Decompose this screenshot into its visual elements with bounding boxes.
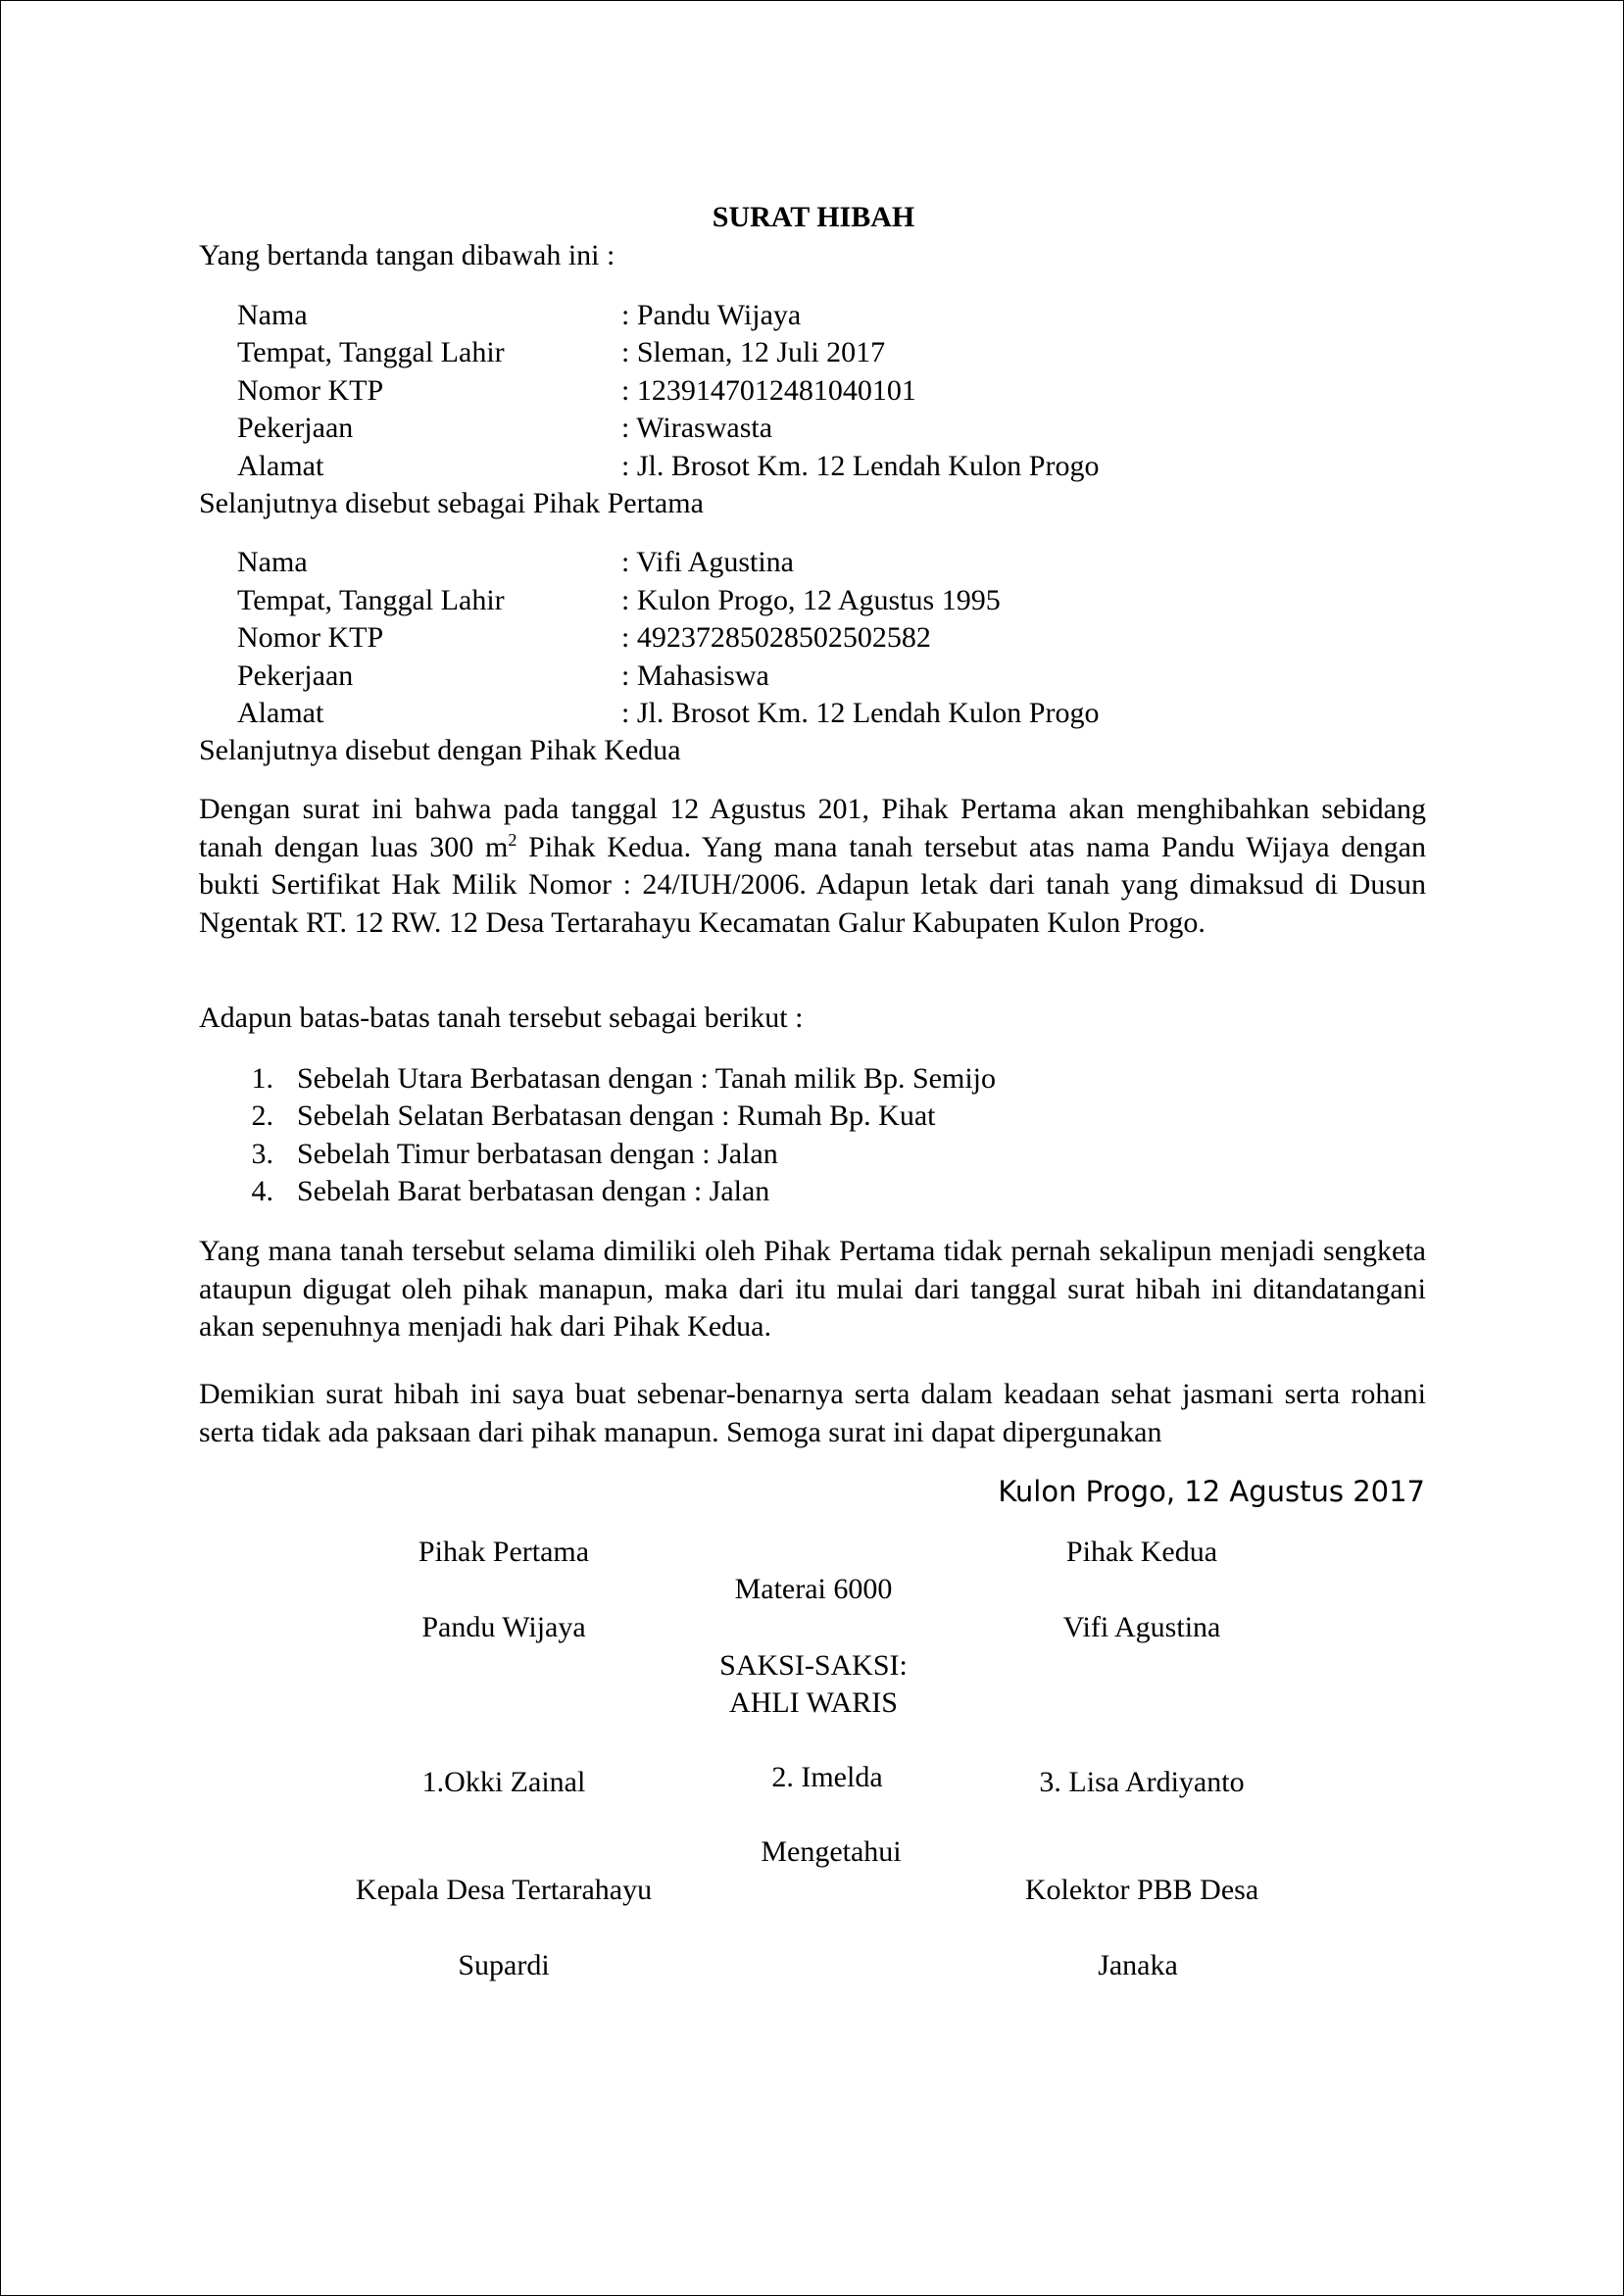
party1-signature-name: Pandu Wijaya [421,1611,586,1643]
field-value: : Pandu Wijaya [621,299,802,331]
field-value: : Vifi Agustina [621,546,794,578]
village-head-title: Kepala Desa Tertarahayu [355,1874,653,1906]
boundaries-intro: Adapun batas-batas tanah tersebut sebagai berikut : [199,1001,804,1034]
list-number: 3. [251,1138,273,1170]
grant-paragraph-part-a: Dengan surat ini bahwa pada tanggal 12 Agustus 201, Pihak Pertama akan menghibahkan sebidang tanah dengan luas 300 m [199,793,1426,863]
witnesses-title: SAKSI-SAKSI: [719,1649,908,1682]
list-item: Sebelah Timur berbatasan dengan : Jalan [297,1138,778,1170]
party2-signature-name: Vifi Agustina [1062,1611,1221,1643]
document-title: SURAT HIBAH [712,201,915,233]
stamp-duty-label: Materai 6000 [734,1573,893,1605]
list-item: Sebelah Selatan Berbatasan dengan : Rumah Bp. Kuat [297,1099,936,1132]
field-label: Nomor KTP [237,374,384,407]
party1-signature-title: Pihak Pertama [418,1536,590,1568]
field-label: Tempat, Tanggal Lahir [237,584,505,616]
witness-1: 1.Okki Zainal [421,1766,586,1798]
witness-3: 3. Lisa Ardiyanto [1039,1766,1245,1798]
field-value: : Jl. Brosot Km. 12 Lendah Kulon Progo [621,450,1100,482]
party2-signature-title: Pihak Kedua [1065,1536,1218,1568]
field-label: Pekerjaan [237,659,354,692]
field-label: Nama [237,546,308,578]
field-value: : 49237285028502502582 [621,621,931,654]
closing-paragraph: Demikian surat hibah ini saya buat sebenar-benarnya serta dalam keadaan sehat jasmani serta rohani serta tidak ada paksaan dari pihak manapun. Semoga surat ini dapat dipergunakan [199,1378,1426,1448]
intro-text: Yang bertanda tangan dibawah ini : [199,239,615,271]
village-head-name: Supardi [458,1949,550,1981]
area-unit-superscript: 2 [508,829,517,850]
place-date: Kulon Progo, 12 Agustus 2017 [998,1475,1425,1508]
field-value: : Kulon Progo, 12 Agustus 1995 [621,584,1001,616]
field-label: Tempat, Tanggal Lahir [237,336,505,368]
field-value: : Jl. Brosot Km. 12 Lendah Kulon Progo [621,697,1100,729]
no-dispute-paragraph: Yang mana tanah tersebut selama dimiliki oleh Pihak Pertama tidak pernah sekalipun menjadi sengketa ataupun digugat oleh pihak manapun, maka dari itu mulai dari tanggal surat hibah ini ditandatangani akan sepenuhnya menjadi hak dari Pihak Kedua. [199,1235,1426,1343]
field-value: : Mahasiswa [621,659,769,692]
field-label: Pekerjaan [237,412,354,444]
tax-collector-title: Kolektor PBB Desa [1024,1874,1259,1906]
party1-designation: Selanjutnya disebut sebagai Pihak Pertama [199,487,704,519]
grant-paragraph [199,791,1426,942]
field-label: Alamat [237,697,324,729]
list-number: 4. [251,1175,273,1207]
witnesses-subtitle: AHLI WARIS [729,1686,898,1719]
witness-2: 2. Imelda [771,1761,883,1793]
field-label: Nama [237,299,308,331]
acknowledged-label: Mengetahui [761,1835,902,1868]
list-item: Sebelah Utara Berbatasan dengan : Tanah milik Bp. Semijo [297,1062,996,1095]
list-number: 1. [251,1062,273,1095]
field-value: : Wiraswasta [621,412,773,444]
grant-paragraph-part-b: Pihak Kedua. Yang mana tanah tersebut atas nama Pandu Wijaya dengan bukti Sertifikat Hak Milik Nomor : 24/IUH/2006. Adapun letak dari tanah yang dimaksud di Dusun Ngentak RT. 12 RW. 12 Desa Tertarahayu Kecamatan Galur Kabupaten Kulon Progo. [199,830,1426,939]
field-value: : 1239147012481040101 [621,374,916,407]
list-item: Sebelah Barat berbatasan dengan : Jalan [297,1175,770,1207]
field-label: Nomor KTP [237,621,384,654]
field-label: Alamat [237,450,324,482]
field-value: : Sleman, 12 Juli 2017 [621,336,886,368]
tax-collector-name: Janaka [1098,1949,1178,1981]
party2-designation: Selanjutnya disebut dengan Pihak Kedua [199,734,681,766]
list-number: 2. [251,1099,273,1132]
